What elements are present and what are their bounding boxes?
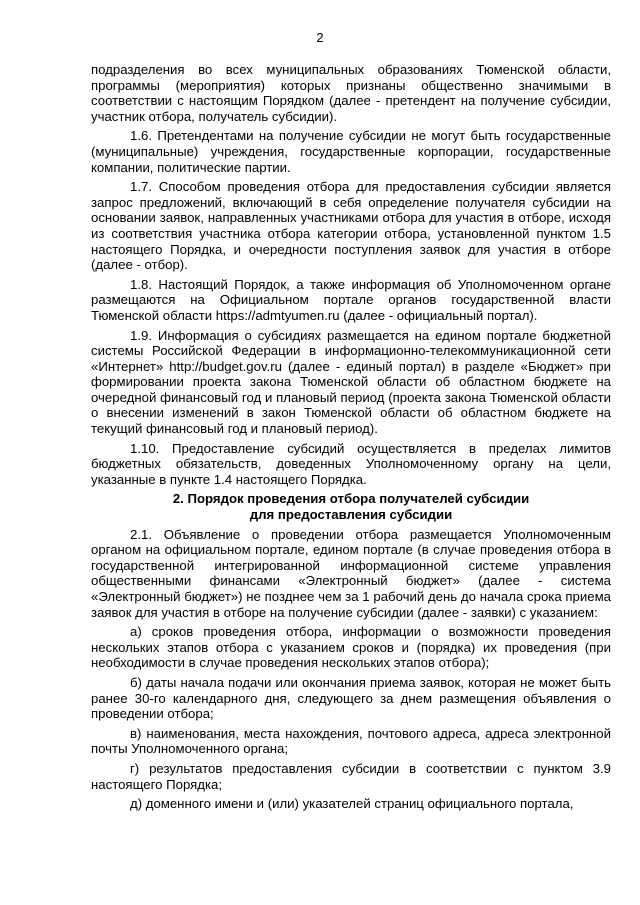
section-heading-line-1: 2. Порядок проведения отбора получателей субсидии xyxy=(172,491,530,507)
list-item-a: а) сроков проведения отбора, информации о возможности проведения нескольких этапов отбора с указанием сроков и (порядка) их проведения (при необходимости в случае проведения нескольких этапов отбора); xyxy=(91,624,611,671)
paragraph-1-5-continuation: подразделения во всех муниципальных образованиях Тюменской области, программы (мероприятия) которых признаны общественно значимыми в соответствии с настоящим Порядком (далее - претендент на получение субсидии, участник отбора, получатель субсидии). xyxy=(91,62,611,124)
section-heading xyxy=(91,491,611,522)
paragraph-2-1: 2.1. Объявление о проведении отбора размещается Уполномоченным органом на официальном портале, едином портале (в случае проведения отбора в государственной интегрированной информационной системе управления общественными финансами «Электронный бюджет» (далее - система «Электронный бюджет») не позднее чем за 1 рабочий день до начала срока приема заявок для участия в отборе на получение субсидии (далее - заявки) с указанием: xyxy=(91,526,611,620)
document-body xyxy=(91,62,611,816)
paragraph-1-8: 1.8. Настоящий Порядок, а также информация об Уполномоченном органе размещаются на Официальном портале органов государственной власти Тюменской области https://admtyumen.ru (далее - официальный портал). xyxy=(91,276,611,323)
list-item-v: в) наименования, места нахождения, почтового адреса, адреса электронной почты Уполномоченного органа; xyxy=(91,725,611,757)
paragraph-1-7: 1.7. Способом проведения отбора для предоставления субсидии является запрос предложений, включающий в себя определение получателя субсидии на основании заявок, направленных участниками отбора для участия в отборе, исходя из соответствия участника отбора категории отбора, установленной пунктом 1.5 настоящего Порядка, и очередности поступления заявок для участия в отборе (далее - отбор). xyxy=(91,179,611,273)
paragraph-1-9: 1.9. Информация о субсидиях размещается на едином портале бюджетной системы Российской Федерации в информационно-телекоммуникационной сети «Интернет» http://budget.gov.ru (далее - единый портал) в разделе «Бюджет» при формировании проекта закона Тюменской области об областном бюджете на очередной финансовый год и плановый период (проекта закона Тюменской области о внесении изменений в закон Тюменской области об областном бюджете на текущий финансовый год и плановый период). xyxy=(91,327,611,437)
list-item-b: б) даты начала подачи или окончания приема заявок, которая не может быть ранее 30-го календарного дня, следующего за днем размещения объявления о проведении отбора; xyxy=(91,674,611,722)
section-heading-line-2: для предоставления субсидии xyxy=(249,507,453,523)
page-number: 2 xyxy=(316,30,324,45)
list-item-d: д) доменного имени и (или) указателей страниц официального портала, xyxy=(130,796,574,812)
paragraph-1-6: 1.6. Претендентами на получение субсидии не могут быть государственные (муниципальные) учреждения, государственные корпорации, государственные компании, политические партии. xyxy=(91,128,611,175)
list-item-g: г) результатов предоставления субсидии в соответствии с пунктом 3.9 настоящего Порядка; xyxy=(91,760,611,792)
paragraph-1-10: 1.10. Предоставление субсидий осуществляется в пределах лимитов бюджетных обязательств, доведенных Уполномоченному органу на цели, указанные в пункте 1.4 настоящего Порядка. xyxy=(91,440,611,487)
